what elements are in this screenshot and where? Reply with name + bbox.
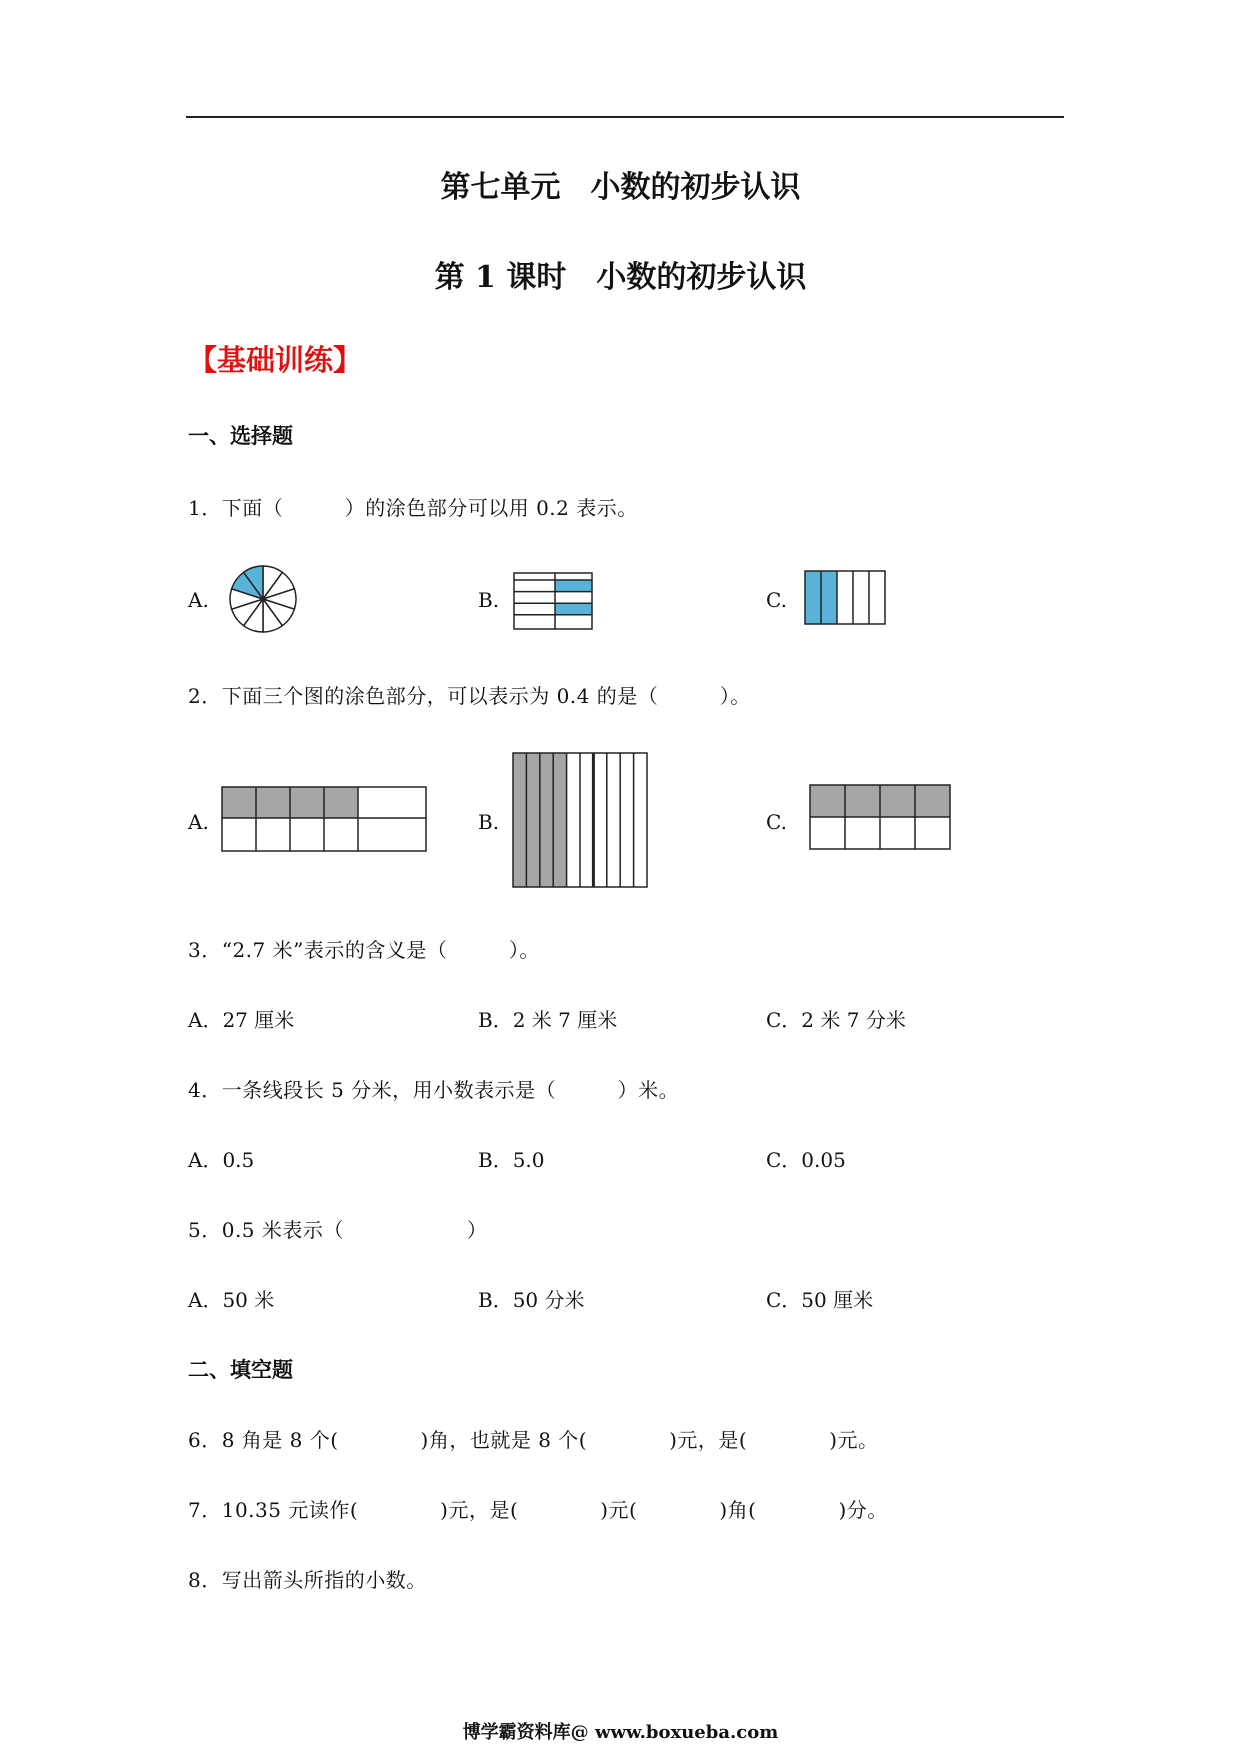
q1-option-c-label: C.: [766, 588, 787, 612]
section-label: 【基础训练】: [188, 343, 363, 377]
q2-figure-a-grid: [221, 786, 427, 852]
q1-option-b-label: B.: [478, 588, 500, 612]
q1-option-a-label: A.: [188, 588, 209, 612]
lesson-title: 第 1 课时 小数的初步认识: [434, 260, 807, 295]
q3-option-a: A．27 厘米: [188, 1008, 295, 1032]
question-4: 4．一条线段长 5 分米，用小数表示是（ ）米。: [188, 1078, 680, 1102]
q2-option-a-label: A.: [188, 810, 209, 834]
q1b-shade-2: [555, 603, 592, 615]
q5-option-b: B．50 分米: [478, 1288, 585, 1312]
q3-option-c: C．2 米 7 分米: [766, 1008, 906, 1032]
footer-watermark: 博学霸资料库@ www.boxueba.com: [462, 1722, 779, 1743]
q4-option-a: A．0.5: [188, 1148, 255, 1172]
question-1: 1．下面（ ）的涂色部分可以用 0.2 表示。: [188, 496, 638, 520]
q2-figure-b-strips: [512, 752, 648, 888]
q4-option-c: C．0.05: [766, 1148, 846, 1172]
q2-option-b-label: B.: [478, 810, 500, 834]
q5-option-a: A．50 米: [188, 1288, 275, 1312]
question-7: 7．10.35 元读作( )元，是( )元( )角( )分。: [188, 1498, 888, 1522]
part2-title: 二、填空题: [188, 1357, 293, 1382]
header-rule: [186, 116, 1064, 118]
q5-option-c: C．50 厘米: [766, 1288, 874, 1312]
q4-option-b: B．5.0: [478, 1148, 545, 1172]
question-6: 6．8 角是 8 个( )角，也就是 8 个( )元，是( )元。: [188, 1428, 879, 1452]
q2-figure-c-grid: [809, 784, 951, 850]
unit-title: 第七单元 小数的初步认识: [440, 170, 801, 205]
question-8: 8．写出箭头所指的小数。: [188, 1568, 427, 1592]
q1-figure-a-circle: [228, 564, 298, 634]
q1b-shade-1: [555, 580, 592, 592]
q3-option-b: B．2 米 7 厘米: [478, 1008, 618, 1032]
question-2: 2．下面三个图的涂色部分，可以表示为 0.4 的是（ ）。: [188, 684, 751, 708]
q1-figure-c-bar: [804, 570, 886, 625]
q1-figure-b-grid: [513, 572, 593, 630]
question-3: 3．“2.7 米”表示的含义是（ ）。: [188, 938, 540, 962]
part1-title: 一、选择题: [188, 423, 293, 448]
question-5: 5．0.5 米表示（ ）: [188, 1218, 488, 1242]
q2-option-c-label: C.: [766, 810, 787, 834]
